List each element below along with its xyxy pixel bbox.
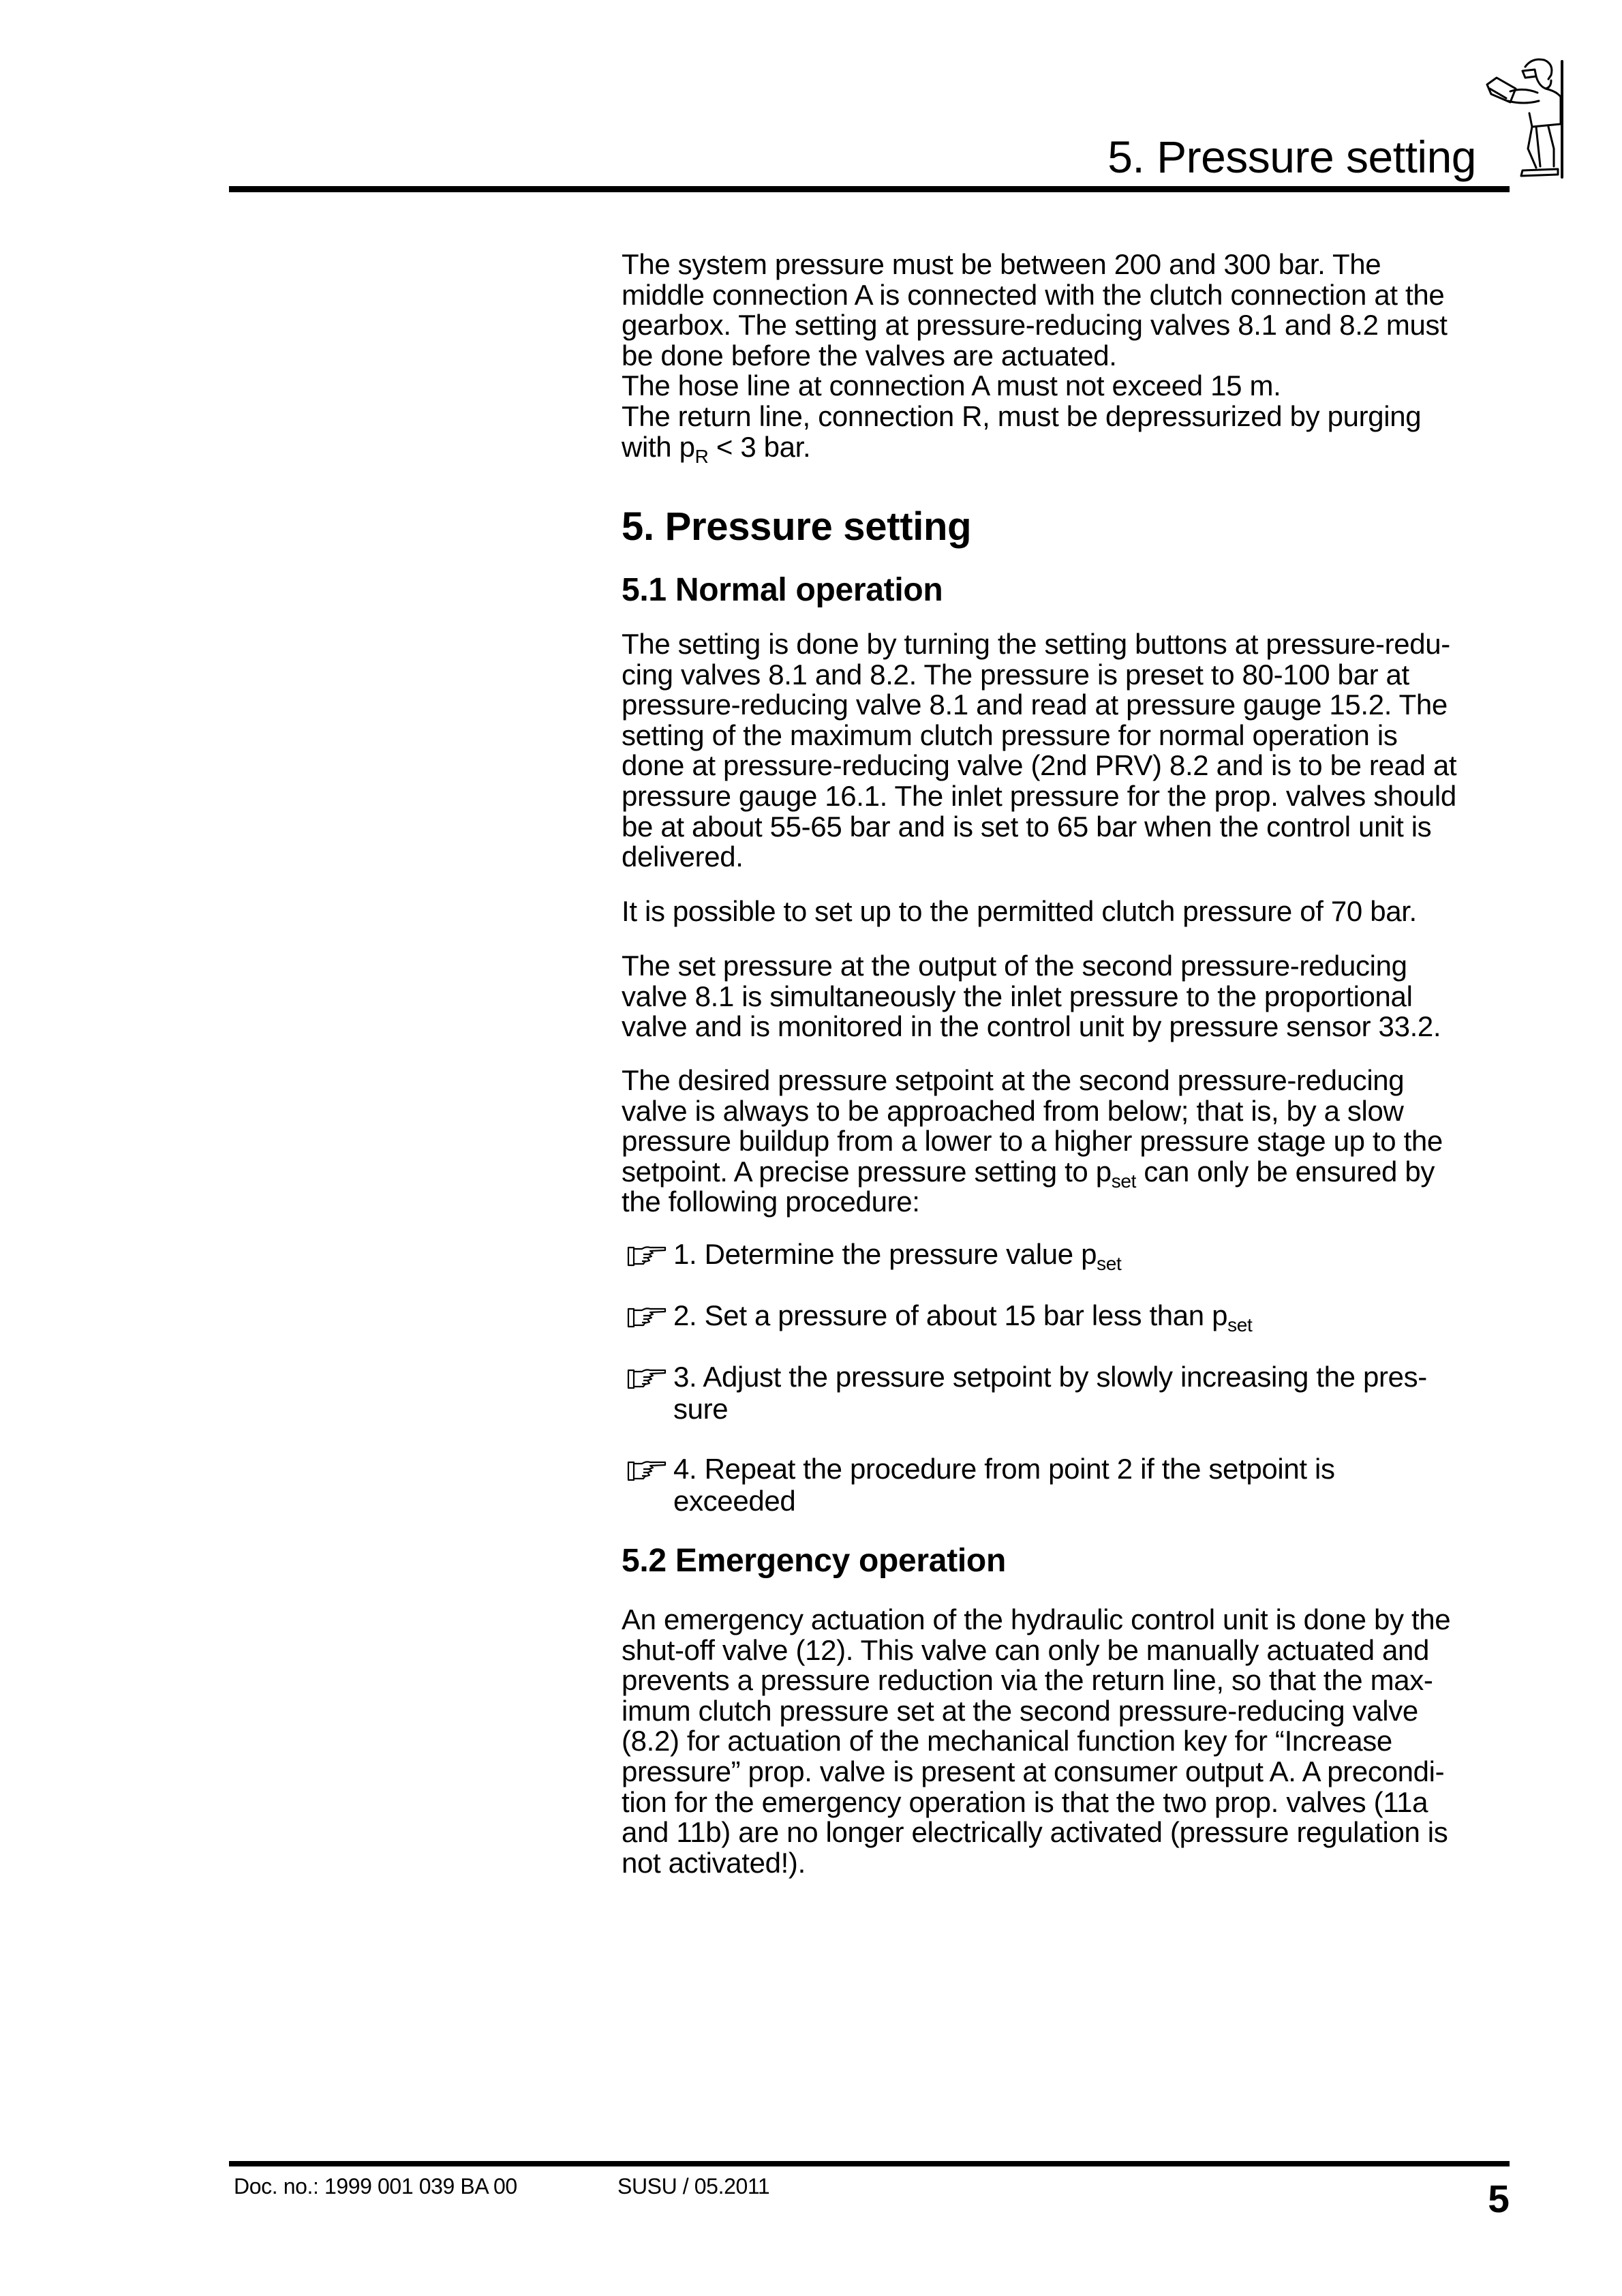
text-line: It is possible to set up to the permitted clutch pressure of 70 bar. — [622, 895, 1417, 927]
subscript: R — [694, 445, 709, 467]
subscript: set — [1111, 1170, 1137, 1192]
procedure-step-2 — [622, 1299, 1253, 1335]
step-text-continuation: exceeded — [673, 1484, 796, 1517]
pointing-hand-icon — [627, 1460, 667, 1481]
page-number: 5 — [1488, 2177, 1510, 2221]
text-line: setting of the maximum clutch pressure for normal operation is — [622, 719, 1398, 751]
running-header-title: 5. Pressure setting — [1107, 132, 1476, 182]
normal-operation-paragraph-3 — [622, 951, 1441, 1042]
text-line: be done before the valves are actuated. — [622, 339, 1117, 372]
footer-author-date: SUSU / 05.2011 — [617, 2174, 770, 2199]
text-line — [622, 430, 1448, 467]
section-heading-5-2: 5.2 Emergency operation — [622, 1543, 1006, 1579]
text-span: can only be ensured by — [1136, 1155, 1435, 1188]
normal-operation-paragraph-2 — [622, 896, 1417, 927]
text-line: tion for the emergency operation is that the two prop. valves (11a — [622, 1785, 1428, 1818]
step-text — [673, 1299, 1253, 1335]
text-line: The system pressure must be between 200 and 300 bar. The — [622, 248, 1381, 280]
pointing-hand-icon — [627, 1368, 667, 1389]
text-span: setpoint. A precise pressure setting to p — [622, 1155, 1112, 1188]
text-line: middle connection A is connected with the clutch connection at the — [622, 278, 1445, 311]
text-line: pressure gauge 16.1. The inlet pressure for the prop. valves should — [622, 779, 1456, 812]
section-heading-5: 5. Pressure setting — [622, 504, 972, 549]
text-line: pressure buildup from a lower to a higher pressure stage up to the — [622, 1125, 1443, 1158]
pointing-hand-icon — [627, 1306, 667, 1328]
subscript: set — [1097, 1253, 1122, 1274]
text-line: The set pressure at the output of the second pressure-reducing — [622, 950, 1407, 982]
text-span: with p — [622, 430, 695, 463]
text-line: and 11b) are no longer electrically activated (pressure regulation is — [622, 1816, 1448, 1849]
text-line: The hose line at connection A must not exceed 15 m. — [622, 369, 1281, 402]
step-text-continuation: sure — [673, 1392, 729, 1425]
procedure-step-1 — [622, 1238, 1122, 1274]
text-line: not activated!). — [622, 1846, 806, 1879]
normal-operation-paragraph-4 — [622, 1066, 1443, 1218]
normal-operation-paragraph-1 — [622, 629, 1456, 873]
text-line: valve and is monitored in the control unit by pressure sensor 33.2. — [622, 1010, 1441, 1043]
text-line: done at pressure-reducing valve (2nd PRV) 8.2 and is to be read at — [622, 749, 1457, 782]
section-heading-5-1: 5.1 Normal operation — [622, 572, 943, 608]
reader-with-manual-icon — [1483, 53, 1570, 183]
text-line: be at about 55-65 bar and is set to 65 bar when the control unit is — [622, 810, 1432, 843]
footer-doc-number: Doc. no.: 1999 001 039 BA 00 — [234, 2174, 517, 2199]
subscript: set — [1227, 1314, 1253, 1335]
emergency-operation-paragraph — [622, 1605, 1450, 1878]
text-line: The desired pressure setpoint at the second pressure-reducing — [622, 1064, 1405, 1096]
header-rule — [229, 186, 1510, 192]
footer-rule — [229, 2161, 1510, 2166]
text-line — [622, 1155, 1443, 1192]
text-line: pressure” prop. valve is present at consumer output A. A precondi- — [622, 1755, 1445, 1787]
text-line: cing valves 8.1 and 8.2. The pressure is preset to 80-100 bar at — [622, 658, 1409, 691]
text-line: The setting is done by turning the setting buttons at pressure-redu- — [622, 628, 1450, 660]
text-span: 2. Set a pressure of about 15 bar less than p — [673, 1299, 1228, 1331]
text-line: gearbox. The setting at pressure-reducing valves 8.1 and 8.2 must — [622, 309, 1448, 342]
procedure-step-4 — [622, 1454, 1335, 1516]
text-line: valve is always to be approached from below; that is, by a slow — [622, 1094, 1404, 1127]
text-line: shut-off valve (12). This valve can only be manually actuated and — [622, 1633, 1430, 1666]
text-line: (8.2) for actuation of the mechanical function key for “Increase — [622, 1725, 1392, 1757]
step-text — [673, 1238, 1122, 1274]
text-span: 1. Determine the pressure value p — [673, 1238, 1097, 1270]
text-line: valve 8.1 is simultaneously the inlet pressure to the proportional — [622, 980, 1413, 1012]
text-span: < 3 bar. — [708, 430, 811, 463]
intro-paragraph — [622, 248, 1448, 467]
step-text: 4. Repeat the procedure from point 2 if the setpoint is — [673, 1453, 1335, 1485]
text-line: The return line, connection R, must be depressurized by purging — [622, 399, 1422, 432]
procedure-step-3 — [622, 1362, 1427, 1424]
step-text: 3. Adjust the pressure setpoint by slowly increasing the pres- — [673, 1361, 1427, 1393]
text-line: prevents a pressure reduction via the return line, so that the max- — [622, 1664, 1433, 1697]
text-line: the following procedure: — [622, 1185, 920, 1218]
text-line: An emergency actuation of the hydraulic control unit is done by the — [622, 1603, 1451, 1635]
text-line: pressure-reducing valve 8.1 and read at pressure gauge 15.2. The — [622, 689, 1448, 721]
text-line: imum clutch pressure set at the second pressure-reducing valve — [622, 1694, 1418, 1727]
text-line: delivered. — [622, 841, 744, 873]
pointing-hand-icon — [627, 1245, 667, 1267]
